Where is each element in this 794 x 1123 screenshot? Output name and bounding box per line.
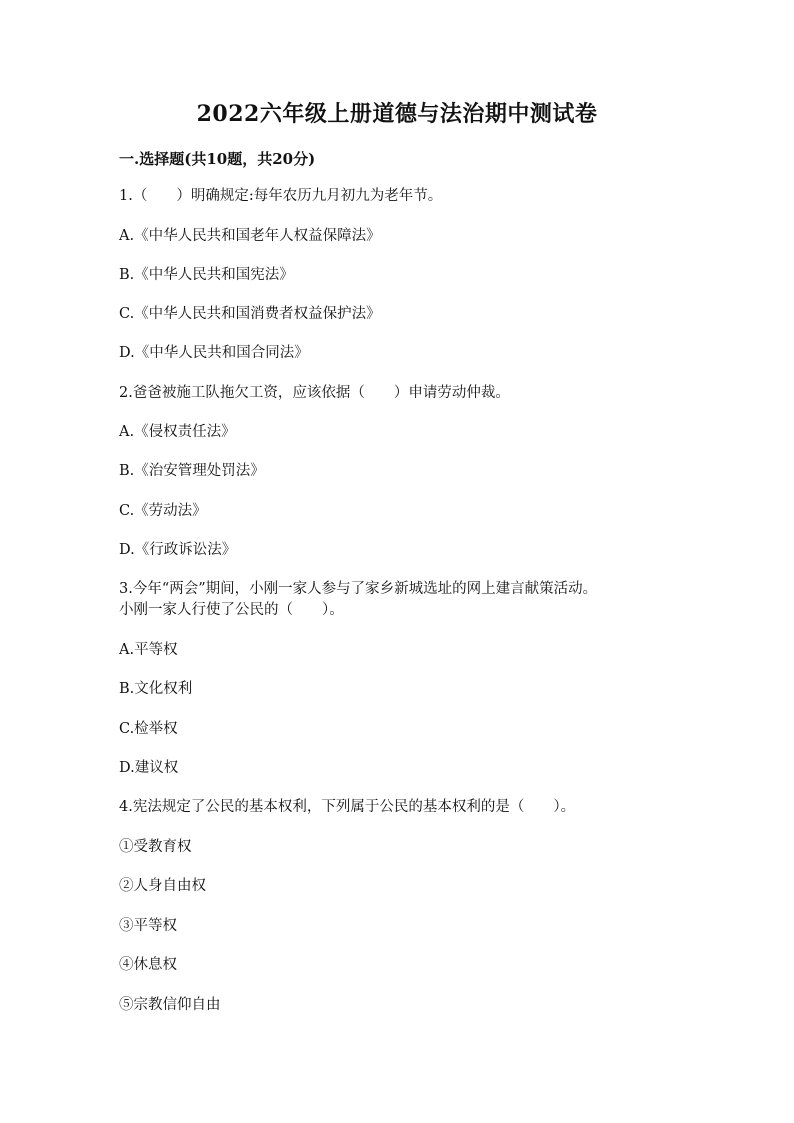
question-4-item-1: ①受教育权 xyxy=(119,839,192,855)
question-3-option-a: A.平等权 xyxy=(119,642,178,658)
question-2-option-c: C.《劳动法》 xyxy=(119,503,207,519)
question-1-option-d: D.《中华人民共和国合同法》 xyxy=(119,345,309,361)
question-2-option-a: A.《侵权责任法》 xyxy=(119,424,236,440)
question-3-option-d: D.建议权 xyxy=(119,760,179,776)
question-4-item-3: ③平等权 xyxy=(119,918,177,934)
question-4-item-4: ④休息权 xyxy=(119,957,177,973)
question-1-option-a: A.《中华人民共和国老年人权益保障法》 xyxy=(119,228,381,244)
question-3-stem-line-2: 小刚一家人行使了公民的（ ）。 xyxy=(119,602,344,618)
question-3-option-c: C.检举权 xyxy=(119,721,178,737)
page-title: 2022六年级上册道德与法治期中测试卷 xyxy=(196,101,598,127)
question-1-option-c: C.《中华人民共和国消费者权益保护法》 xyxy=(119,306,381,322)
section-heading: 一.选择题(共10题，共20分) xyxy=(119,150,316,168)
question-2-option-b: B.《治安管理处罚法》 xyxy=(119,463,265,479)
question-3-stem-line-1: 3.今年“两会”期间，小刚一家人参与了家乡新城选址的网上建言献策活动。 xyxy=(119,581,598,597)
question-1-stem: 1.（ ）明确规定:每年农历九月初九为老年节。 xyxy=(119,188,443,204)
question-4-stem: 4.宪法规定了公民的基本权利，下列属于公民的基本权利的是（ ）。 xyxy=(119,799,576,815)
question-4-item-5: ⑤宗教信仰自由 xyxy=(119,997,221,1013)
question-3-option-b: B.文化权利 xyxy=(119,681,193,697)
question-1-option-b: B.《中华人民共和国宪法》 xyxy=(119,267,294,283)
question-2-stem: 2.爸爸被施工队拖欠工资，应该依据（ ）申请劳动仲裁。 xyxy=(119,385,510,401)
question-2-option-d: D.《行政诉讼法》 xyxy=(119,542,237,558)
question-4-item-2: ②人身自由权 xyxy=(119,878,206,894)
